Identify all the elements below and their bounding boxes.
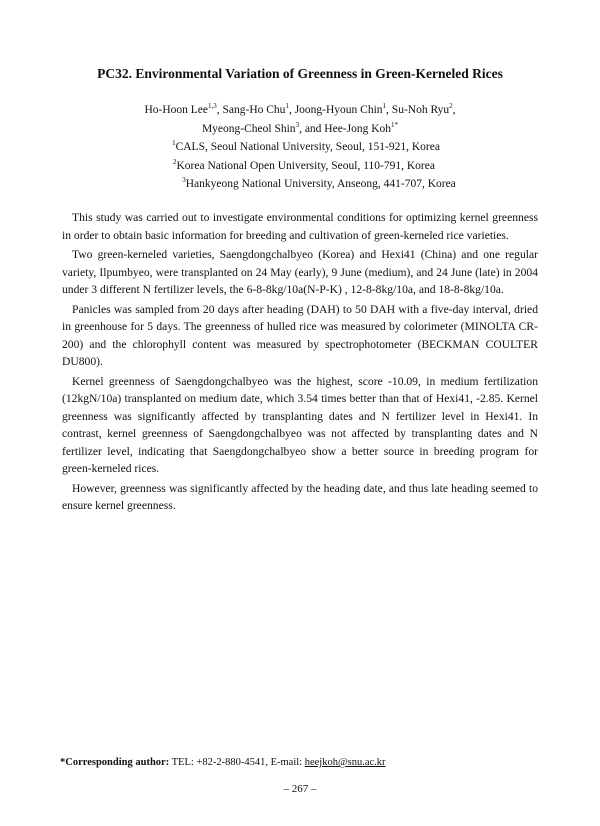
author-separator: , and: [299, 123, 325, 135]
affiliation-1: [0, 138, 600, 157]
author-name: Sang-Ho Chu: [222, 104, 286, 116]
affiliation-text: CALS, Seoul National University, Seoul, 151-921, Korea: [175, 141, 440, 153]
author-affiliation-marker: 1*: [391, 121, 399, 130]
author-separator: ,: [288, 104, 295, 116]
body-paragraph: Kernel greenness of Saengdongchalbyeo was the highest, score -10.09, in medium fertilization (12kgN/10a) transplanted on medium date, which 3.54 times better than that of Hexi41, -2.85. Kernel greenness was significantly affected by transplanting dates and N fertilizer level in Hexi41. In contrast, kernel greenness of Saengdongchalbyeo was not affected by transplanting dates and N fertilizer level, indicating that Saengdongchalbyeo show a better source in breeding program for green-kerneled rices.: [62, 374, 538, 475]
author-name: Joong-Hyoun Chin: [294, 104, 383, 116]
author-affiliation-marker: 3: [295, 121, 300, 130]
author-line-2: [0, 120, 600, 139]
abstract-body: [62, 209, 538, 517]
corresponding-contact: TEL: +82-2-880-4541, E-mail:: [169, 757, 305, 768]
affiliation-marker: 1: [172, 139, 176, 148]
affiliations: [0, 138, 600, 194]
author-line-1: [0, 101, 600, 120]
affiliation-marker: 3: [182, 176, 186, 185]
affiliation-text: Korea National Open University, Seoul, 110-791, Korea: [176, 159, 435, 172]
corresponding-label: *Corresponding author:: [60, 757, 170, 768]
affiliation-marker: 2: [173, 157, 177, 166]
author-name: Su-Noh Ryu: [391, 104, 450, 116]
author-list: [0, 101, 600, 139]
author-separator: ,: [386, 104, 392, 116]
paper-title: PC32. Environmental Variation of Greenness in Green-Kerneled Rices: [97, 66, 503, 81]
body-paragraph: However, greenness was significantly affected by the heading date, and thus late heading seemed to ensure kernel greenness.: [62, 481, 538, 512]
author-separator: ,: [216, 104, 223, 116]
body-paragraph: Panicles was sampled from 20 days after heading (DAH) to 50 DAH with a five-day interval, dried in greenhouse for 5 days. The greenness of hulled rice was measured by colorimeter (MINOLTA CR-200) and the chlorophyll content was measured by spectrophotometer (BECKMAN COULTER DU800).: [62, 302, 538, 368]
author-name: Myeong-Cheol Shin: [201, 123, 296, 135]
author-name: Hee-Jong Koh: [324, 123, 392, 135]
author-affiliation-marker: 2: [449, 102, 453, 111]
affiliation-text: Hankyeong National University, Anseong, 441-707, Korea: [185, 178, 456, 190]
author-name: Ho-Hoon Lee: [144, 104, 208, 116]
author-affiliation-marker: 1: [382, 102, 387, 111]
page-number: – 267 –: [283, 783, 317, 795]
body-paragraph: Two green-kerneled varieties, Saengdongchalbyeo (Korea) and Hexi41 (China) and one regular variety, Ilpumbyeo, were transplanted on 24 May (early), 9 June (medium), and 24 June (late) in 2004 under 3 different N fertilizer levels, the 6-8-8kg/10a(N-P-K) , 12-8-8kg/10a, and 18-8-8kg/10a.: [62, 248, 538, 296]
email-link[interactable]: heejkoh@snu.ac.kr: [304, 757, 386, 768]
affiliation-2: [0, 157, 600, 176]
body-paragraph: This study was carried out to investigate environmental conditions for optimizing kernel greenness in order to obtain basic information for breeding and cultivation of green-kerneled rice varieties.: [62, 211, 538, 242]
author-separator: ,: [452, 104, 456, 116]
author-affiliation-marker: 1,3: [208, 102, 217, 111]
affiliation-3: [0, 175, 600, 194]
author-affiliation-marker: 1: [285, 102, 289, 111]
corresponding-author: [60, 757, 386, 768]
